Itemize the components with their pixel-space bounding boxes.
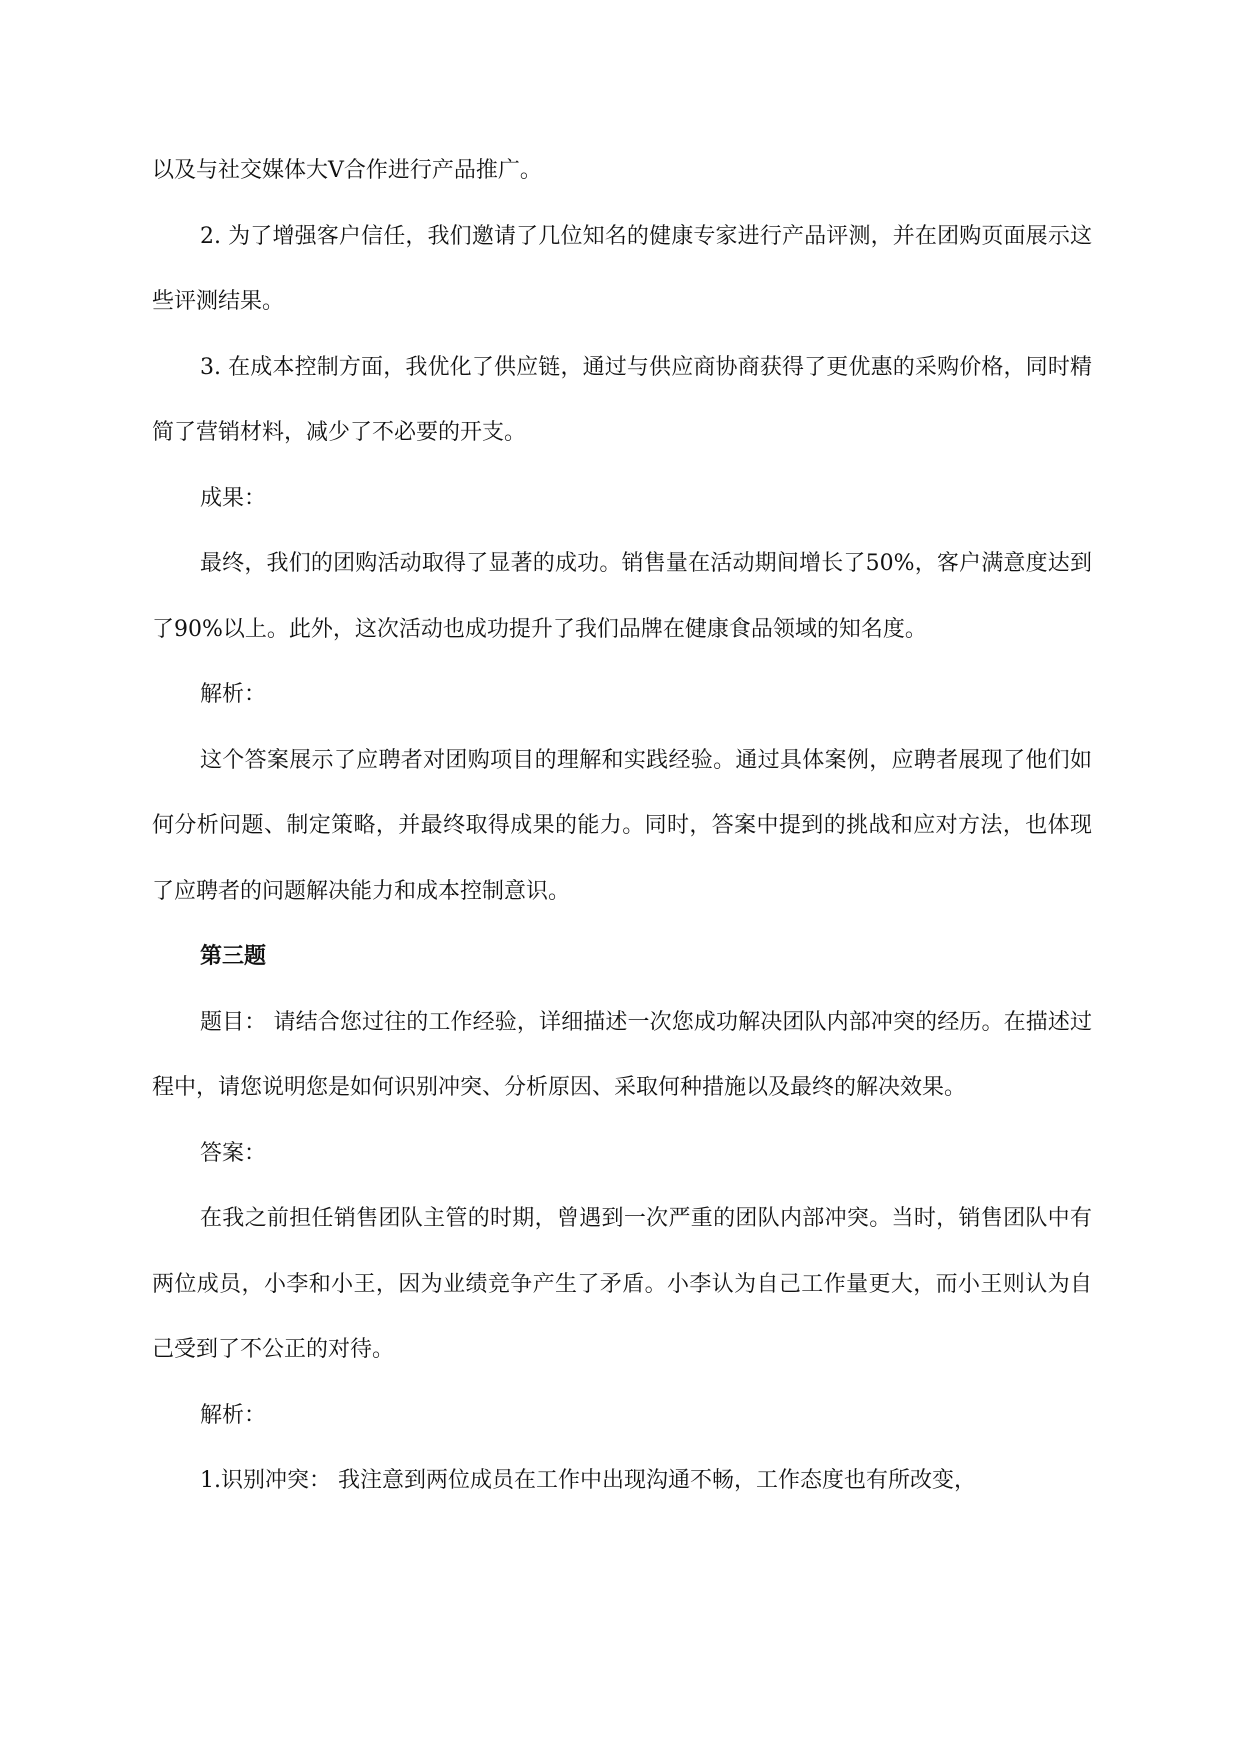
document-body [152, 138, 1092, 1514]
label-answer: 答案： [200, 1140, 267, 1166]
paragraph-point-3: 3. 在成本控制方面，我优化了供应链，通过与供应商协商获得了更优惠的采购价格，同时精简了营销材料，减少了不必要的开支。 [152, 354, 1092, 445]
label-analysis-2: 解析： [200, 1402, 267, 1428]
paragraph-continuation: 以及与社交媒体大V合作进行产品推广。 [152, 158, 542, 183]
paragraph-analysis: 这个答案展示了应聘者对团购项目的理解和实践经验。通过具体案例，应聘者展现了他们如何分析问题、制定策略，并最终取得成果的能力。同时，答案中提到的挑战和应对方法，也体现了应聘者的问题解决能力和成本控制意识。 [152, 747, 1092, 904]
paragraph-answer: 在我之前担任销售团队主管的时期，曾遇到一次严重的团队内部冲突。当时，销售团队中有两位成员，小李和小王，因为业绩竞争产生了矛盾。小李认为自己工作量更大，而小王则认为自己受到了不公正的对待。 [152, 1206, 1092, 1362]
paragraph-identify-conflict: 1.识别冲突： 我注意到两位成员在工作中出现沟通不畅，工作态度也有所改变， [200, 1468, 976, 1493]
label-results: 成果： [200, 485, 267, 511]
section-heading-question-3: 第三题 [200, 943, 267, 969]
paragraph-results: 最终，我们的团购活动取得了显著的成功。销售量在活动期间增长了50%，客户满意度达到了90%以上。此外，这次活动也成功提升了我们品牌在健康食品领域的知名度。 [152, 551, 1092, 642]
label-analysis: 解析： [200, 682, 267, 707]
paragraph-question: 题目： 请结合您过往的工作经验，详细描述一次您成功解决团队内部冲突的经历。在描述过程中，请您说明您是如何识别冲突、分析原因、采取何种措施以及最终的解决效果。 [152, 1009, 1092, 1100]
paragraph-point-2: 2. 为了增强客户信任，我们邀请了几位知名的健康专家进行产品评测，并在团购页面展示这些评测结果。 [152, 223, 1092, 314]
